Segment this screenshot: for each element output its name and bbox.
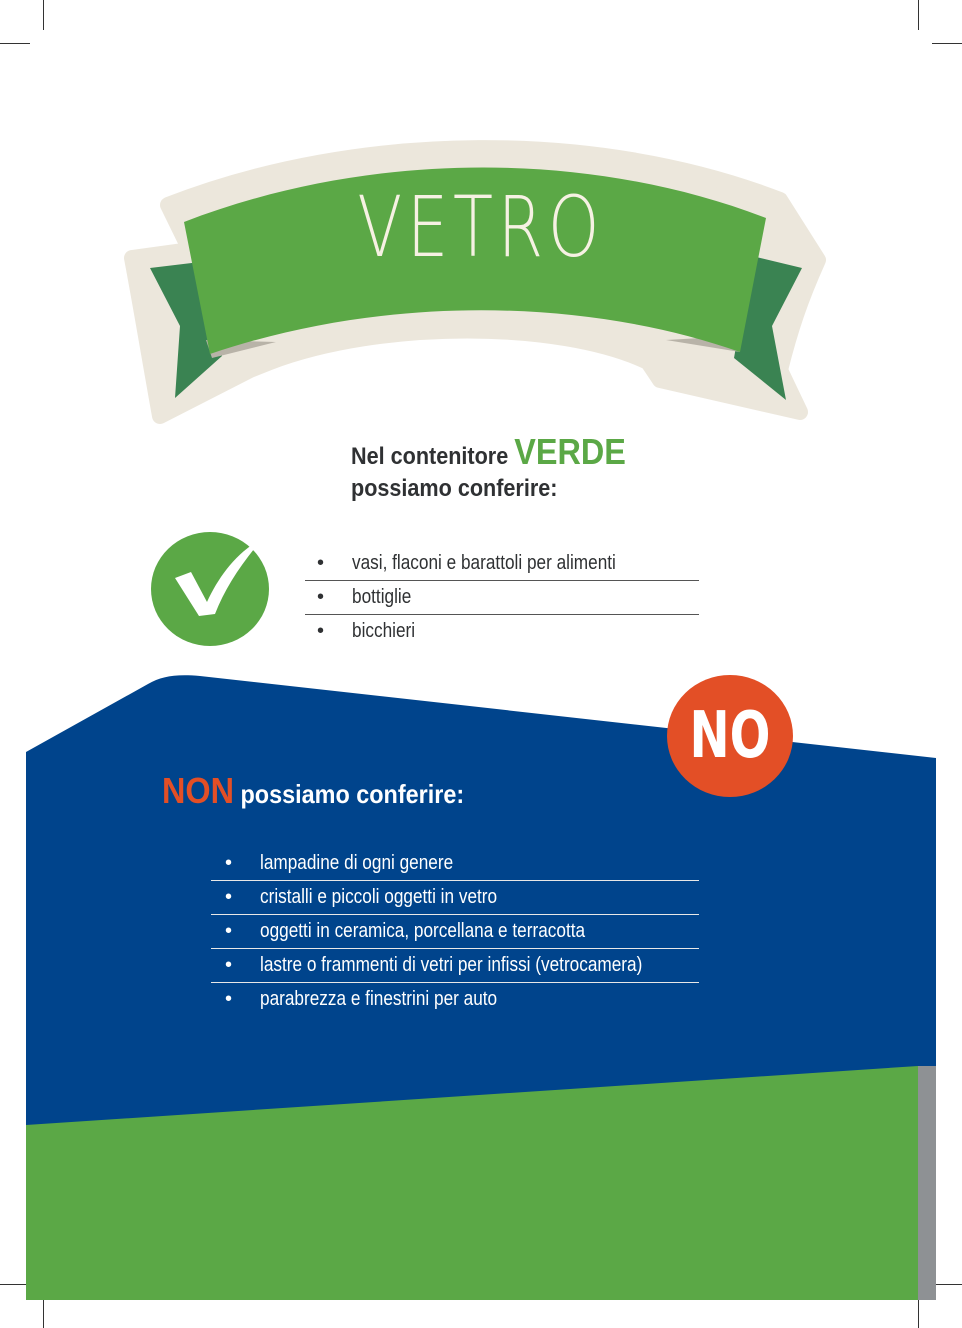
bullet-icon: • bbox=[225, 954, 233, 976]
list-item-text: vasi, flaconi e barattoli per alimenti bbox=[352, 552, 616, 574]
list-item-text: oggetti in ceramica, porcellana e terracotta bbox=[260, 920, 586, 942]
list-item bbox=[305, 547, 699, 581]
bullet-icon: • bbox=[225, 886, 233, 908]
accepted-heading-suffix: possiamo conferire: bbox=[351, 475, 558, 502]
list-item bbox=[211, 983, 699, 1016]
checkmark-icon bbox=[151, 532, 269, 646]
list-item bbox=[211, 881, 699, 915]
bullet-icon: • bbox=[317, 552, 325, 574]
rejected-heading-suffix: possiamo conferire: bbox=[240, 779, 465, 809]
accepted-heading bbox=[351, 431, 626, 505]
list-item-text: bottiglie bbox=[352, 586, 412, 608]
list-item bbox=[211, 949, 699, 983]
rejected-heading bbox=[162, 770, 464, 812]
bullet-icon: • bbox=[225, 852, 233, 874]
list-item-text: bicchieri bbox=[352, 620, 416, 642]
accepted-heading-prefix: Nel contenitore bbox=[351, 443, 509, 470]
list-item-text: lastre o frammenti di vetri per infissi (vetrocamera) bbox=[260, 954, 643, 976]
rejected-list bbox=[211, 847, 699, 1016]
bullet-icon: • bbox=[225, 988, 233, 1010]
page-title: VETRO bbox=[357, 178, 605, 276]
accepted-heading-accent: VERDE bbox=[514, 431, 626, 472]
list-item bbox=[211, 915, 699, 949]
list-item-text: lampadine di ogni genere bbox=[260, 852, 454, 874]
accepted-list bbox=[305, 547, 699, 648]
no-badge-text: NO bbox=[689, 699, 771, 773]
list-item bbox=[305, 615, 699, 648]
list-item-text: parabrezza e finestrini per auto bbox=[260, 988, 498, 1010]
rejected-heading-accent: NON bbox=[162, 770, 234, 811]
bullet-icon: • bbox=[317, 620, 325, 642]
list-item-text: cristalli e piccoli oggetti in vetro bbox=[260, 886, 498, 908]
list-item bbox=[305, 581, 699, 615]
list-item bbox=[211, 847, 699, 881]
no-badge bbox=[667, 675, 793, 797]
bullet-icon: • bbox=[317, 586, 325, 608]
grey-edge bbox=[918, 1066, 936, 1300]
bullet-icon: • bbox=[225, 920, 233, 942]
